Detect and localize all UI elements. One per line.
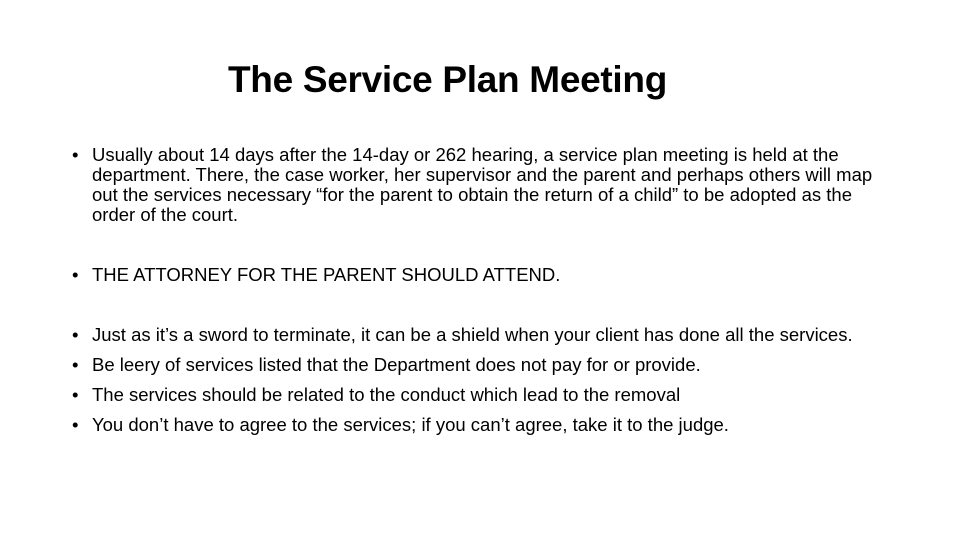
bullet-text: Usually about 14 days after the 14-day or 262 hearing, a service plan meeting is held at the department. There, the case worker, her supervisor and the parent and perhaps others will map out the services necessary “for the parent to obtain the return of a child” to be adopted as the order of the court. <box>92 144 873 225</box>
bullet-text: You don’t have to agree to the services; if you can’t agree, take it to the judge. <box>92 414 729 435</box>
bullet-item-2 <box>72 265 892 285</box>
bullet-item-6 <box>72 415 892 435</box>
bullet-dot-icon: • <box>72 414 79 435</box>
bullet-text: Just as it’s a sword to terminate, it can be a shield when your client has done all the services. <box>92 324 853 345</box>
bullet-item-5 <box>72 385 892 405</box>
bullet-dot-icon: • <box>72 324 79 345</box>
bullet-item-4 <box>72 355 892 375</box>
bullet-item-3 <box>72 325 892 345</box>
slide-title: The Service Plan Meeting <box>227 59 667 100</box>
bullet-dot-icon: • <box>72 144 79 165</box>
bullet-dot-icon: • <box>72 384 79 405</box>
slide-body <box>72 145 892 435</box>
bullet-dot-icon: • <box>72 354 79 375</box>
bullet-item-1 <box>72 145 892 225</box>
bullet-text: The services should be related to the conduct which lead to the removal <box>92 384 681 405</box>
bullet-text: Be leery of services listed that the Department does not pay for or provide. <box>92 354 701 375</box>
bullet-text: THE ATTORNEY FOR THE PARENT SHOULD ATTEND. <box>92 264 561 285</box>
bullet-dot-icon: • <box>72 264 79 285</box>
